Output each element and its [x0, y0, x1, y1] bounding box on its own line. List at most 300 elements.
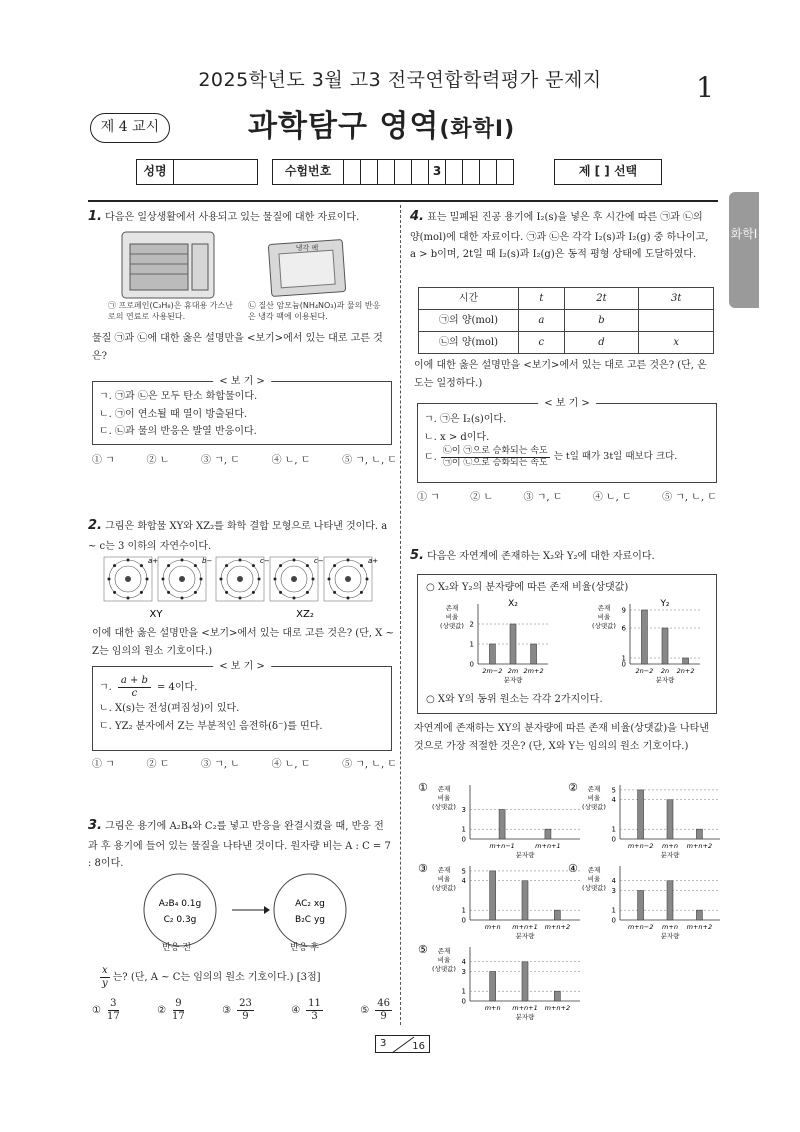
side-tab: 화학Ⅰ — [729, 192, 759, 308]
numerator: 3 — [110, 998, 117, 1009]
numerator: 9 — [175, 998, 182, 1009]
item-suffix: = 4이다. — [156, 681, 198, 693]
numerator: ㉡이 ㉠으로 승화되는 속도 — [441, 446, 550, 458]
x-tick-label: m+n+1 — [512, 1004, 538, 1012]
y-axis-label: (상댓값) — [582, 803, 606, 811]
bar — [490, 871, 496, 920]
electron — [194, 591, 197, 594]
denominator: ㉠이 ㉡으로 승화되는 속도 — [442, 458, 548, 469]
y-tick-label: 3 — [461, 968, 466, 977]
table-header: t — [519, 288, 565, 310]
electron — [113, 591, 116, 594]
exam-no-box[interactable] — [361, 159, 378, 185]
option-mark: ② — [568, 781, 578, 794]
item-suffix: 는 t일 때가 3t일 때보다 크다. — [553, 451, 678, 463]
bar — [554, 991, 560, 1001]
y-tick-label: 1 — [469, 640, 474, 649]
bar-chart — [418, 943, 580, 1021]
exam-no-box[interactable] — [378, 159, 395, 185]
bar — [696, 829, 702, 839]
q4-table — [418, 287, 714, 354]
ion-charge: a+ — [368, 557, 379, 565]
y-tick-label: 0 — [611, 835, 616, 844]
choice[interactable] — [92, 998, 120, 1023]
bar — [545, 829, 551, 839]
y-axis-label: (상댓값) — [432, 965, 456, 973]
fraction — [107, 998, 120, 1023]
q2-ask: 이에 대한 옳은 설명만을 <보기>에서 있는 대로 고른 것은? (단, X ~ Z는 임의의 원소 기호이다.) — [92, 628, 394, 657]
q1-bogi-box — [92, 376, 392, 445]
q2-item: ㄴ. X(s)는 전성(펴짐성)이 있다. — [99, 703, 240, 714]
electron — [127, 597, 130, 600]
x-axis-label: 분자량 — [655, 676, 675, 684]
choice[interactable]: ③ ㄱ, ㄷ — [201, 455, 240, 466]
choice[interactable]: ② ㄴ — [470, 492, 494, 503]
bar — [667, 881, 673, 920]
q4-ask: 이에 대한 옳은 설명만을 <보기>에서 있는 대로 고른 것은? (단, 온도는 일정하다.) — [414, 360, 707, 389]
bar — [522, 881, 528, 920]
nucleus — [345, 576, 351, 582]
y-tick-label: 0 — [461, 916, 466, 925]
q5-info-1: ○ X₂와 Y₂의 분자량에 따른 존재 비율(상댓값) — [426, 582, 629, 593]
page-indicator — [375, 1035, 430, 1053]
top-rule — [88, 200, 718, 202]
after-container — [274, 874, 346, 946]
electron — [146, 578, 149, 581]
q4-stem: 표는 밀폐된 진공 용기에 I₂(s)을 넣은 후 시간에 따른 ㉠과 ㉡의 양(mol)에 대한 자료이다. ㉠과 ㉡은 각각 I₂(s)과 I₂(g) 중 하나이고, a > b이며, 2t일 때 I₂(s)과 I₂(g)은 동적 평형 상태에 도달하였다. — [410, 212, 709, 261]
q4-choices — [417, 490, 717, 506]
electron — [360, 591, 363, 594]
nucleus — [237, 576, 243, 582]
y-axis-label: 비율 — [445, 613, 459, 621]
label-before: 반응 전 — [162, 943, 191, 953]
electron — [347, 559, 350, 562]
electron — [162, 578, 165, 581]
x-tick-label: 2m−2 — [482, 667, 503, 675]
table-cell: a — [519, 310, 565, 332]
choice[interactable]: ② ㄴ — [146, 455, 170, 466]
choice[interactable] — [291, 998, 323, 1023]
x-tick-label: m+n−2 — [627, 842, 654, 850]
exam-no-label: 수험번호 — [272, 159, 344, 185]
current-page: 3 — [380, 1038, 387, 1049]
y-tick-label: 4 — [461, 958, 466, 967]
denominator: 9 — [242, 1011, 249, 1022]
page-number: 1 — [696, 71, 714, 104]
y-axis-label: 비율 — [437, 956, 451, 964]
electron — [366, 578, 369, 581]
q3-number: 3. — [88, 818, 102, 833]
q2-stem: 그림은 화합물 XY와 XZ₂를 화학 결합 모형으로 나타낸 것이다. a ~ c는 3 이하의 자연수이다. — [88, 521, 388, 552]
item-prefix: ㄷ. — [424, 452, 437, 463]
y-tick-label: 1 — [611, 825, 616, 834]
before-line-1: A₂B₄ 0.1g — [158, 899, 202, 909]
numerator: x — [102, 965, 108, 976]
q1-caption-b: ㉡ 질산 암모늄(NH₄NO₃)과 물의 반응은 냉각 팩에 이용된다. — [248, 301, 381, 322]
exam-no-box[interactable] — [395, 159, 412, 185]
cooling-pack-image — [268, 239, 345, 296]
q2-bond-models — [100, 555, 395, 621]
y-tick-label: 0 — [461, 997, 466, 1006]
table-header: 3t — [639, 288, 714, 310]
table-row — [419, 310, 714, 332]
label-xy: XY — [149, 609, 163, 620]
question-2 — [88, 515, 393, 555]
bar — [554, 910, 560, 920]
electron — [108, 578, 111, 581]
y-axis-label: (상댓값) — [582, 884, 606, 892]
q1-illustration — [100, 230, 390, 302]
electron — [328, 578, 331, 581]
q1-item: ㄴ. ㉠이 연소될 때 열이 방출된다. — [99, 408, 248, 420]
exam-no-box[interactable] — [497, 159, 514, 185]
electron — [279, 591, 282, 594]
electron — [194, 564, 197, 567]
after-line-2: B₂C yg — [295, 915, 325, 925]
choice[interactable]: ② ㄷ — [146, 759, 170, 770]
ion-charge: a+ — [148, 557, 159, 565]
y-tick-label: 4 — [611, 796, 616, 805]
y-tick-label: 6 — [621, 624, 626, 633]
y-tick-label: 0 — [461, 835, 466, 844]
x-tick-label: 2m+2 — [523, 667, 544, 675]
denominator: 3 — [311, 1011, 318, 1022]
x-tick-label: m+n+1 — [535, 842, 561, 850]
q1-number: 1. — [88, 209, 102, 224]
q5-info-2: ○ X와 Y의 동위 원소는 각각 2가지이다. — [426, 694, 603, 705]
subject-title — [248, 104, 515, 151]
x-tick-label: m+n−1 — [489, 842, 515, 850]
x-tick-label: m+n — [662, 923, 678, 931]
label-after: 반응 후 — [290, 943, 319, 953]
select-row — [554, 159, 662, 185]
choice[interactable]: ⑤ ㄱ, ㄴ, ㄷ — [342, 455, 397, 466]
q1-caption-a: ㉠ 프로페인(C₃H₈)은 휴대용 가스난로의 연료로 사용된다. — [108, 301, 233, 322]
x-axis-label: 분자량 — [660, 851, 680, 859]
exam-no-box[interactable] — [412, 159, 429, 185]
electron — [140, 591, 143, 594]
electron — [279, 564, 282, 567]
x-axis-label: 분자량 — [660, 932, 680, 940]
gas-heater-image — [122, 232, 214, 298]
choice[interactable]: ⑤ ㄱ, ㄴ, ㄷ — [662, 492, 717, 503]
bar — [638, 790, 644, 839]
option-mark: ① — [418, 781, 428, 794]
y-axis-label: (상댓값) — [440, 622, 464, 630]
bar — [490, 972, 496, 1001]
q1-item: ㄷ. ㉡과 물의 반응은 발열 반응이다. — [99, 426, 257, 437]
q4-item: ㄱ. ㉠은 I₂(s)이다. — [424, 414, 507, 425]
x-tick-label: 2m — [507, 667, 519, 675]
q1-stem: 다음은 일상생활에서 사용되고 있는 물질에 대한 자료이다. — [105, 212, 360, 223]
exam-no-box[interactable] — [480, 159, 497, 185]
electron — [167, 591, 170, 594]
nucleus — [125, 576, 131, 582]
y-tick-label: 1 — [461, 906, 466, 915]
id-row — [136, 159, 258, 185]
choice[interactable]: ⑤ ㄱ, ㄴ, ㄷ — [342, 759, 397, 770]
q4-item: ㄴ. x > d이다. — [424, 431, 490, 443]
electron — [312, 578, 315, 581]
electron — [258, 578, 261, 581]
ion-charge: b− — [202, 557, 213, 565]
choice[interactable]: ① ㄱ — [92, 759, 115, 770]
exam-no-box[interactable] — [463, 159, 480, 185]
electron — [360, 564, 363, 567]
x-tick-label: m+n — [484, 1004, 501, 1012]
item-prefix: ㄱ. — [99, 681, 112, 693]
q3-ask-text: 는? (단, A ~ C는 임의의 원소 기호이다.) [3점] — [112, 971, 321, 983]
x-tick-label: 2n+2 — [676, 667, 695, 675]
question-4 — [410, 206, 715, 264]
y-tick-label: 5 — [461, 867, 466, 876]
option-mark: ⑤ — [418, 943, 428, 956]
y-axis-label: 존재 — [437, 947, 451, 955]
fraction — [118, 675, 151, 700]
bar-chart — [568, 862, 720, 940]
choice[interactable] — [157, 998, 185, 1023]
electron — [239, 597, 242, 600]
numerator: 46 — [377, 998, 390, 1009]
table-cell: d — [564, 332, 639, 354]
y-axis-label: 존재 — [587, 866, 601, 874]
table-header: 2t — [564, 288, 639, 310]
ion-charge: c− — [314, 557, 324, 565]
q1-bogi-title: < 보 기 > — [213, 374, 271, 390]
electron — [306, 591, 309, 594]
denominator: y — [101, 978, 108, 989]
y-axis-label: 비율 — [587, 875, 601, 883]
bar — [638, 891, 644, 920]
q4-bogi-box — [417, 398, 717, 483]
denominator: 9 — [380, 1011, 387, 1022]
table-row — [419, 332, 714, 354]
electron — [140, 564, 143, 567]
column-divider — [400, 205, 401, 1025]
numerator: a + b — [118, 675, 151, 688]
y-axis-label: 비율 — [587, 794, 601, 802]
choice-mark: ④ — [291, 1004, 301, 1016]
choice-mark: ② — [157, 1004, 167, 1016]
choice[interactable]: ③ ㄱ, ㄴ — [201, 759, 240, 770]
table-cell: ㉠의 양(mol) — [419, 310, 519, 332]
nucleus — [179, 576, 185, 582]
exam-title: 2025학년도 3월 고3 전국연합학력평가 문제지 — [198, 69, 602, 91]
y-tick-label: 2 — [469, 620, 474, 629]
q1-choices — [92, 453, 397, 469]
choice[interactable] — [222, 998, 254, 1023]
bar-chart — [418, 862, 580, 940]
choice-mark: ③ — [222, 1004, 232, 1016]
denominator: 17 — [106, 1011, 120, 1022]
bar-chart — [568, 781, 720, 859]
y-axis-label: (상댓값) — [592, 622, 616, 630]
x-tick-label: m+n — [662, 842, 678, 850]
q2-item: ㄷ. YZ₂ 분자에서 Z는 부분적인 음전하(δ⁻)를 띤다. — [99, 720, 323, 732]
electron — [225, 564, 228, 567]
question-1 — [88, 206, 393, 229]
chart-title: Y₂ — [660, 599, 670, 609]
subject-main: 과학탐구 영역 — [248, 109, 440, 144]
y-tick-label: 5 — [611, 786, 616, 795]
exam-no-row — [272, 159, 514, 185]
electron — [113, 564, 116, 567]
q5-info-box — [417, 574, 717, 714]
q5-stem: 다음은 자연계에 존재하는 X₂와 Y₂에 대한 자료이다. — [427, 551, 655, 562]
option-mark: ③ — [418, 862, 428, 875]
question-5 — [410, 545, 715, 568]
x-tick-label: m+n+2 — [544, 923, 571, 931]
y-axis-label: (상댓값) — [432, 803, 456, 811]
exam-no-box[interactable] — [446, 159, 463, 185]
y-tick-label: 1 — [621, 654, 626, 663]
nucleus — [291, 576, 297, 582]
table-cell: c — [519, 332, 565, 354]
y-tick-label: 4 — [461, 877, 466, 886]
y-tick-label: 0 — [469, 660, 474, 669]
y-axis-label: 존재 — [437, 866, 451, 874]
electron — [252, 591, 255, 594]
q2-number: 2. — [88, 518, 102, 533]
x-tick-label: m+n — [484, 923, 501, 931]
x-tick-label: 2n — [660, 667, 670, 675]
before-line-2: C₂ 0.3g — [163, 915, 197, 925]
electron — [239, 559, 242, 562]
pack-label: 냉각 팩 — [295, 244, 319, 252]
x-tick-label: m+n+2 — [686, 923, 713, 931]
choice[interactable]: ④ ㄴ, ㄷ — [271, 455, 311, 466]
total-pages: 16 — [412, 1041, 425, 1052]
exam-no-box[interactable] — [344, 159, 361, 185]
exam-no-digit: 3 — [429, 159, 446, 185]
q1-ask: 물질 ㉠과 ㉡에 대한 옳은 설명만을 <보기>에서 있는 대로 고른 것은? — [92, 333, 383, 362]
numerator: 11 — [308, 998, 321, 1009]
y-axis-label: 비율 — [597, 613, 611, 621]
choice[interactable]: ① ㄱ — [417, 492, 440, 503]
y-tick-label: 1 — [461, 825, 466, 834]
after-line-1: AC₂ xg — [295, 899, 325, 909]
table-cell — [639, 310, 714, 332]
y-tick-label: 1 — [461, 987, 466, 996]
q2-choices — [92, 757, 397, 773]
fraction — [100, 965, 110, 990]
electron — [333, 591, 336, 594]
fraction — [441, 446, 550, 470]
y-axis-label: 존재 — [445, 604, 459, 612]
x-axis-label: 분자량 — [515, 851, 535, 859]
y-axis-label: 존재 — [437, 785, 451, 793]
y-axis-label: 비율 — [437, 875, 451, 883]
electron — [306, 564, 309, 567]
y-tick-label: 4 — [611, 877, 616, 886]
fraction — [375, 998, 392, 1023]
choice[interactable]: ④ ㄴ, ㄷ — [271, 759, 311, 770]
select-label[interactable]: 제 [ ] 선택 — [554, 159, 662, 185]
ion-charge: c− — [260, 557, 270, 565]
q5-number: 5. — [410, 548, 424, 563]
choice-mark: ⑤ — [360, 1004, 370, 1016]
bar — [667, 800, 673, 839]
q4-item-3 — [424, 446, 710, 470]
q3-choices — [92, 998, 392, 1023]
y-axis-label: 비율 — [437, 794, 451, 802]
y-axis-label: (상댓값) — [432, 884, 456, 892]
name-label: 성명 — [136, 159, 174, 185]
electron — [181, 559, 184, 562]
electron — [293, 597, 296, 600]
choice[interactable] — [360, 998, 392, 1023]
y-tick-label: 3 — [461, 806, 466, 815]
numerator: 23 — [239, 998, 252, 1009]
electron — [252, 564, 255, 567]
choice[interactable]: ③ ㄱ, ㄷ — [523, 492, 563, 503]
q5-ask: 자연계에 존재하는 XY의 분자량에 따른 존재 비율(상댓값)을 나타낸 것으로 가장 적절한 것은? (단, X와 Y는 임의의 원소 기호이다.) — [414, 723, 709, 752]
table-cell: x — [639, 332, 714, 354]
bar-chart — [418, 781, 580, 859]
bar — [696, 910, 702, 920]
q2-bogi-title: < 보 기 > — [213, 659, 271, 675]
electron — [274, 578, 277, 581]
x-axis-label: 분자량 — [515, 932, 535, 940]
fraction — [172, 998, 185, 1023]
choice-mark: ① — [92, 1004, 101, 1016]
x-tick-label: 2n−2 — [635, 667, 654, 675]
denominator: 17 — [172, 1011, 185, 1022]
x-axis-label: 분자량 — [515, 1013, 535, 1021]
fraction — [306, 998, 323, 1023]
denominator: c — [131, 688, 138, 699]
electron — [200, 578, 203, 581]
bar — [522, 962, 528, 1001]
q2-bogi-box — [92, 661, 392, 751]
electron — [333, 564, 336, 567]
q2-item-1 — [99, 675, 385, 700]
before-container — [144, 874, 216, 946]
period-label: 제 4 교시 — [90, 113, 170, 143]
y-tick-label: 0 — [611, 916, 616, 925]
fraction — [237, 998, 254, 1023]
y-axis-label: 존재 — [587, 785, 601, 793]
q1-item: ㄱ. ㉠과 ㉡은 모두 탄소 화합물이다. — [99, 391, 258, 402]
question-3 — [88, 815, 393, 873]
x-tick-label: m+n−2 — [627, 923, 654, 931]
electron — [167, 564, 170, 567]
q4-number: 4. — [410, 209, 424, 224]
bar — [499, 810, 505, 839]
table-cell: ㉡의 양(mol) — [419, 332, 519, 354]
y-tick-label: 9 — [621, 606, 626, 615]
electron — [225, 591, 228, 594]
x-tick-label: m+n+1 — [512, 923, 538, 931]
name-field[interactable] — [174, 159, 258, 185]
y-tick-label: 3 — [611, 887, 616, 896]
x-axis-label: 분자량 — [503, 676, 523, 684]
chart-title: X₂ — [508, 599, 518, 609]
x-tick-label: m+n+2 — [544, 1004, 571, 1012]
electron — [293, 559, 296, 562]
choice[interactable]: ④ ㄴ, ㄷ — [592, 492, 632, 503]
electron — [181, 597, 184, 600]
choice[interactable]: ① ㄱ — [92, 455, 115, 466]
y-tick-label: 0 — [621, 660, 626, 669]
table-header: 시간 — [419, 288, 519, 310]
electron — [220, 578, 223, 581]
electron — [127, 559, 130, 562]
label-xz2: XZ₂ — [296, 609, 314, 620]
table-cell: b — [564, 310, 639, 332]
arrow-head-icon — [264, 906, 270, 914]
q4-bogi-title: < 보 기 > — [538, 396, 596, 412]
